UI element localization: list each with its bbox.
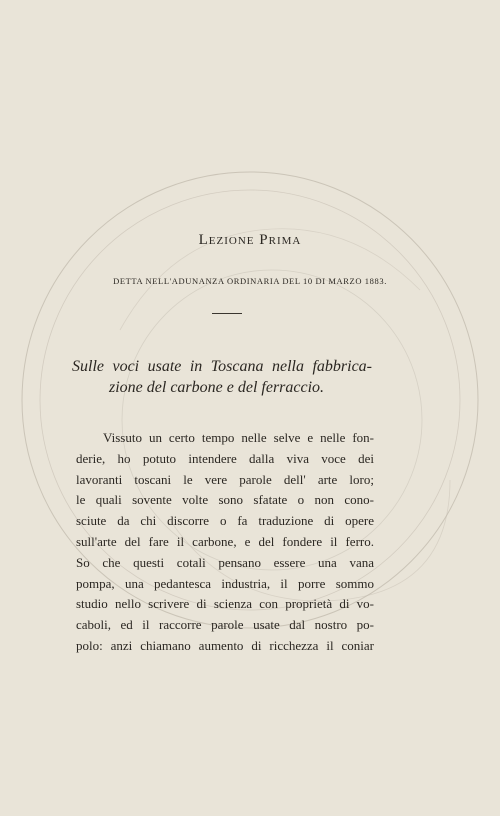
body-line: studio nello scrivere di scienza con proprietà di vo- — [76, 596, 374, 612]
body-line: lavoranti toscani le vere parole dell' arte loro; — [76, 471, 374, 487]
lecture-title — [72, 356, 372, 398]
body-line: Vissuto un certo tempo nelle selve e nelle fon- — [103, 430, 374, 445]
body-line: polo: anzi chiamano aumento di ricchezza il coniar — [76, 637, 374, 653]
lecture-heading: Lezione Prima — [198, 232, 302, 248]
body-line: sull'arte del fare il carbone, e del fondere il ferro. — [76, 533, 374, 549]
body-line: pompa, una pedantesca industria, il porre sommo — [76, 575, 374, 591]
body-line: derie, ho potuto intendere dalla viva voce dei — [76, 450, 374, 466]
title-line: Sulle voci usate in Toscana nella fabbrica- — [72, 358, 372, 375]
body-paragraph — [76, 428, 374, 657]
title-line: zione del carbone e del ferraccio. — [109, 379, 325, 396]
lecture-subheading: DETTA NELL'ADUNANZA ORDINARIA DEL 10 DI MARZO 1883. — [113, 276, 387, 286]
body-line: le quali sovente volte sono sfatate o non cono- — [76, 492, 374, 508]
body-line: caboli, ed il raccorre parole usate dal nostro po- — [76, 617, 374, 633]
body-line: So che questi cotali pensano essere una vana — [76, 554, 374, 570]
body-line: sciute da chi discorre o fa traduzione di opere — [76, 513, 374, 529]
divider-rule — [212, 313, 242, 314]
